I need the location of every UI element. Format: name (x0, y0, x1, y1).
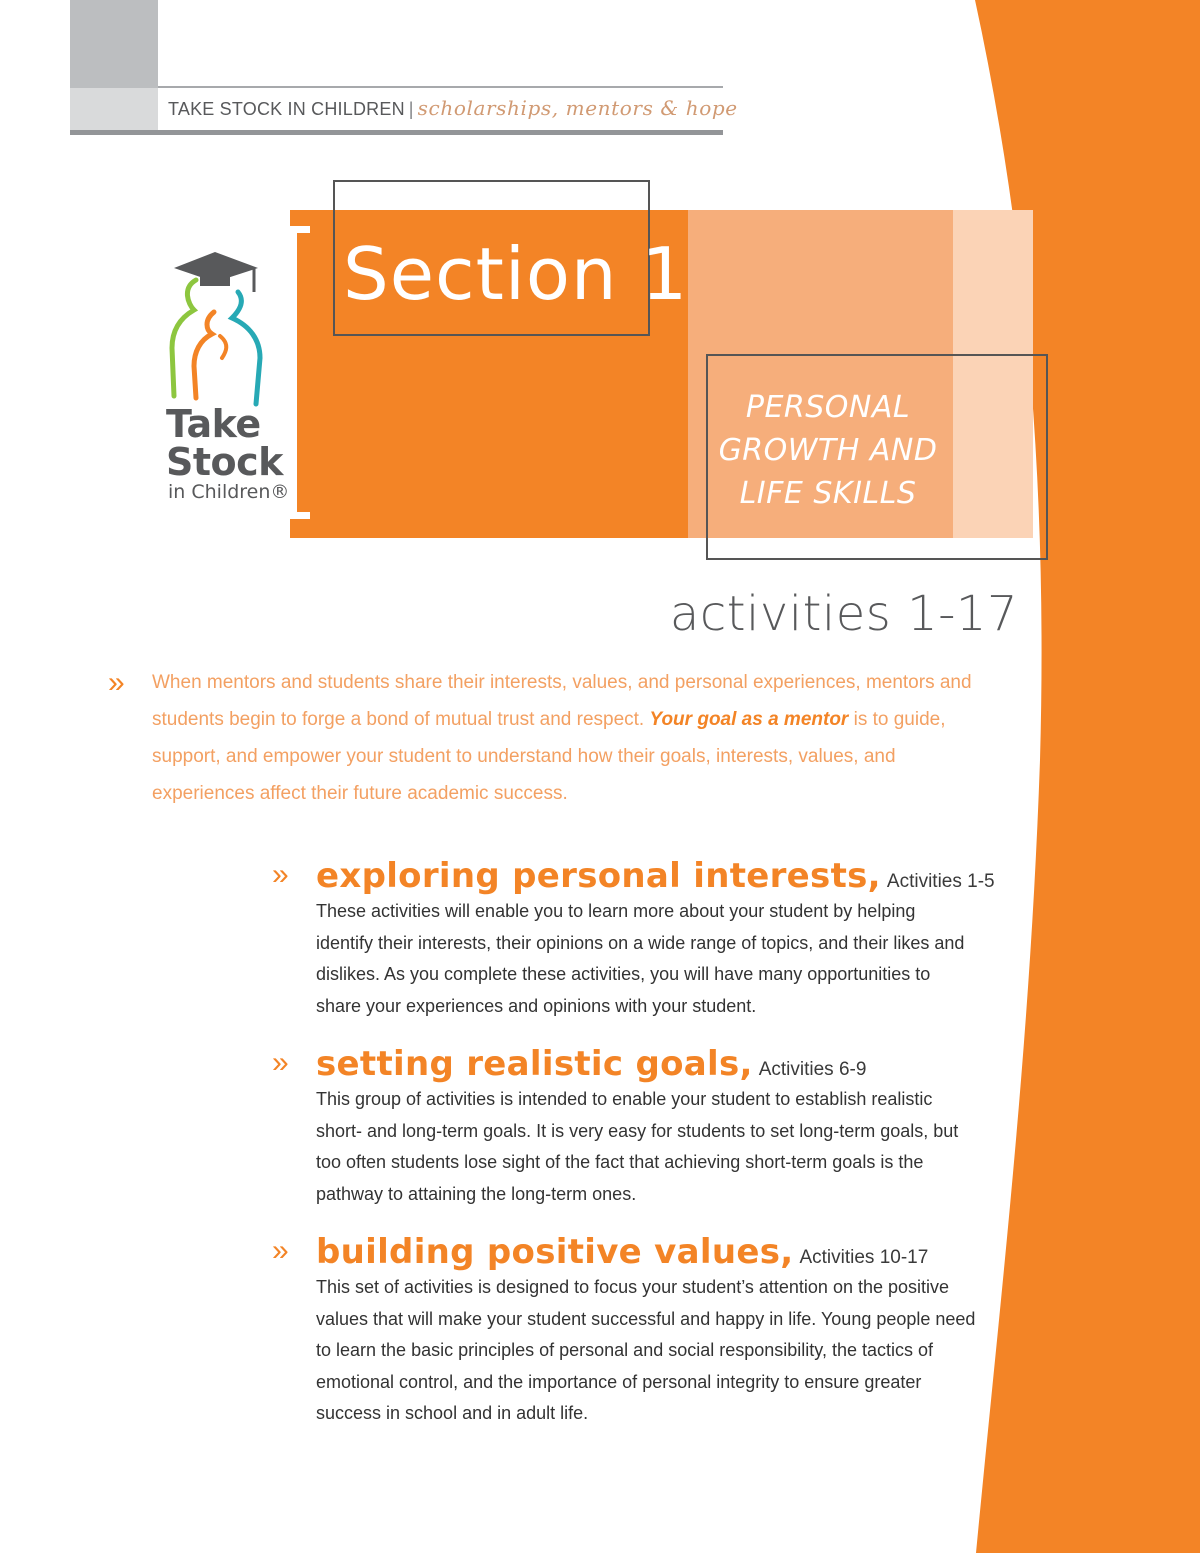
intro-chevron-icon: » (108, 666, 125, 699)
banner-bracket-top (290, 226, 310, 233)
header-rule-bottom (70, 130, 723, 135)
header-gray-block (70, 0, 158, 88)
header-brand (168, 96, 738, 120)
activity-group-range: Activities 6-9 (758, 1059, 867, 1080)
activity-group-range: Activities 1-5 (886, 871, 995, 892)
header-rule-top (158, 86, 723, 88)
intro-text-before: When mentors and students share their interests, values, and personal experiences, mentors and students begin to forge a bond of mutual trust and respect. (152, 672, 972, 730)
activity-group-range: Activities 10-17 (799, 1247, 929, 1268)
header-gray-strip (70, 88, 158, 130)
activity-group-heading (316, 1232, 928, 1272)
header-brand-name: TAKE STOCK IN CHILDREN (168, 99, 405, 119)
subtitle-line-3: LIFE SKILLS (739, 476, 917, 511)
activity-group-title: building positive values, (316, 1232, 794, 1272)
activity-group-title: exploring personal interests, (316, 856, 881, 896)
logo-word-take: Take (166, 402, 261, 446)
activity-group-heading (316, 1044, 866, 1084)
chevron-right-icon: » (272, 858, 289, 891)
logo-word-in-children: in Children® (168, 481, 290, 503)
banner-bracket (290, 226, 297, 519)
activity-group-title: setting realistic goals, (316, 1044, 753, 1084)
activities-range-title: activities 1-17 (669, 586, 1018, 642)
activity-group-description: This set of activities is designed to focus your student’s attention on the positive values that will make your student successful and happy in life. Young people need to learn the basic principles of personal and social responsibility, the tactics of emotional control, and the importance of personal integrity to ensure greater success in school and in adult life. (316, 1277, 976, 1423)
intro-emphasis: Your goal as a mentor (649, 709, 849, 730)
subtitle-line-2: GROWTH AND (718, 433, 938, 468)
logo-word-stock: Stock (166, 440, 283, 484)
chevron-right-icon: » (272, 1046, 289, 1079)
banner-bracket-bottom (290, 512, 310, 519)
activity-group-heading (316, 856, 995, 896)
intro-paragraph (152, 664, 972, 812)
intro-text-after: is to guide, support, and empower your student to understand how their goals, interests, values, and experiences affect their future academic success. (152, 709, 946, 804)
header-tagline: scholarships, mentors & hope (417, 96, 738, 120)
activity-group-description: These activities will enable you to learn more about your student by helping identify their interests, their opinions on a wide range of topics, and their likes and dislikes. As you complete these activities, you will have many opportunities to share your experiences and opinions with your student. (316, 901, 965, 1016)
section-title: Section 1 (343, 232, 689, 316)
chevron-right-icon: » (272, 1234, 289, 1267)
header-separator: | (408, 99, 414, 119)
activity-group-description: This group of activities is intended to enable your student to establish realistic short- and long-term goals. It is very easy for students to set long-term goals, but too often students lose sight of the fact that achieving short-term goals is the pathway to attaining the long-term ones. (316, 1089, 959, 1204)
section-subtitle (708, 386, 948, 515)
subtitle-line-1: PERSONAL (745, 390, 911, 425)
